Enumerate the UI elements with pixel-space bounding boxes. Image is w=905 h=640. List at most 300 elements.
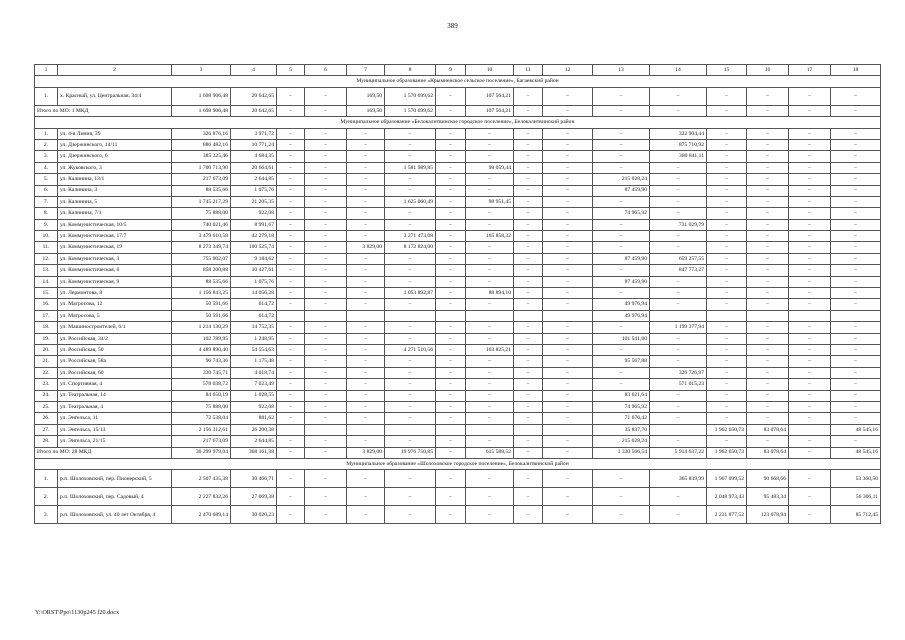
table-cell: – [747, 344, 789, 355]
table-cell: – [305, 344, 347, 355]
table-cell: – [277, 401, 305, 412]
table-cell: – [305, 196, 347, 207]
table-cell: – [747, 379, 789, 390]
table-cell: – [747, 174, 789, 185]
table-cell: 14 752,35 [231, 322, 277, 333]
table-cell: – [831, 413, 881, 424]
table-cell: – [789, 447, 831, 458]
table-cell: – [347, 139, 385, 150]
table-cell: ул. Российская, 50 [58, 344, 172, 355]
table-cell: р.п. Шолоховский, ул. 40 лет Октября, 4 [58, 506, 172, 524]
table-cell: – [305, 436, 347, 447]
table-cell: – [436, 333, 466, 344]
table-cell: – [466, 174, 514, 185]
table-cell: 50 591,66 [172, 310, 231, 321]
table-cell: 5 914 637,22 [650, 447, 707, 458]
table-cell: – [436, 105, 466, 116]
table-cell: – [466, 185, 514, 196]
table-cell: 614,72 [231, 299, 277, 310]
table-cell: – [466, 242, 514, 253]
table-cell: 90 668,66 [747, 470, 789, 488]
table-cell: – [543, 367, 593, 378]
header-cell: 6 [305, 65, 347, 76]
table-cell: ул. Дзержинского, 6 [58, 151, 172, 162]
table-cell: – [593, 231, 650, 242]
table-cell: – [347, 231, 385, 242]
table-cell: 1. [35, 470, 58, 488]
table-cell: – [277, 253, 305, 264]
table-cell: – [593, 322, 650, 333]
table-cell: 88 535,66 [172, 185, 231, 196]
table-cell: – [831, 299, 881, 310]
table-cell: – [543, 288, 593, 299]
table-cell: – [385, 185, 436, 196]
table-cell: – [747, 276, 789, 287]
table-cell: – [514, 322, 543, 333]
table-cell: ул. Калинина, 5 [58, 196, 172, 207]
table-cell: – [385, 506, 436, 524]
table-cell: – [747, 185, 789, 196]
table-cell: – [831, 276, 881, 287]
table-cell: – [305, 219, 347, 230]
table-cell: – [747, 231, 789, 242]
table-cell: 1. [35, 128, 58, 139]
table-cell: – [347, 196, 385, 207]
table-cell: – [305, 231, 347, 242]
table-cell: – [514, 265, 543, 276]
table-cell: 28. [35, 436, 58, 447]
table-cell: ул. Калинина, 13/1 [58, 174, 172, 185]
table-cell: 42 279,18 [231, 231, 277, 242]
header-cell: 7 [347, 65, 385, 76]
table-cell: – [747, 128, 789, 139]
table-cell: – [543, 333, 593, 344]
table-cell: – [466, 265, 514, 276]
table-cell: 3 829,00 [347, 242, 385, 253]
table-cell: – [650, 276, 707, 287]
table-cell: 83 078,64 [747, 447, 789, 458]
table-cell: – [466, 299, 514, 310]
table-row [35, 276, 881, 287]
header-cell: 14 [650, 65, 707, 76]
table-row [35, 322, 881, 333]
table-cell: 1 330 566,54 [593, 447, 650, 458]
table-cell: – [650, 87, 707, 105]
table-cell: – [305, 401, 347, 412]
table-cell: 95 567,88 [593, 356, 650, 367]
table-cell: – [650, 401, 707, 412]
table-cell [305, 424, 347, 435]
table-cell: – [514, 356, 543, 367]
table-cell: – [436, 185, 466, 196]
table-cell: – [385, 208, 436, 219]
table-cell: 922,08 [231, 208, 277, 219]
table-cell: 385 325,46 [172, 151, 231, 162]
table-cell: – [347, 390, 385, 401]
section-title: Муниципальное образование «Белокалитвинское городское поселение», Белокалитвинский район [35, 117, 881, 128]
table-cell: – [466, 413, 514, 424]
table-cell: – [514, 333, 543, 344]
table-cell: 12. [35, 253, 58, 264]
table-cell: 48 545,16 [831, 424, 881, 435]
table-cell: – [305, 139, 347, 150]
table-cell: 48 545,16 [831, 447, 881, 458]
table-row [35, 436, 881, 447]
table-cell: 755 902,07 [172, 253, 231, 264]
table-cell: – [707, 87, 747, 105]
table-cell: – [277, 174, 305, 185]
table-cell: – [650, 356, 707, 367]
table-cell: – [347, 413, 385, 424]
table-cell: – [466, 322, 514, 333]
table-cell: 2 227 832,26 [172, 488, 231, 506]
table-cell: – [347, 151, 385, 162]
table-cell: – [347, 299, 385, 310]
table-cell: – [707, 344, 747, 355]
table-row [35, 87, 881, 105]
table-cell: – [385, 401, 436, 412]
table-cell: – [789, 219, 831, 230]
table-cell [831, 310, 881, 321]
table-cell: 1 570 699,62 [385, 105, 436, 116]
table-cell: – [543, 488, 593, 506]
table-cell [789, 310, 831, 321]
table-cell: 98 059,44 [466, 162, 514, 173]
table-cell: – [650, 344, 707, 355]
table-cell: 217 673,09 [172, 436, 231, 447]
header-cell: 9 [436, 65, 466, 76]
table-cell: – [436, 231, 466, 242]
table-cell: 25. [35, 401, 58, 412]
table-cell: ул. Театральная, 4 [58, 401, 172, 412]
table-cell: ул. Калинина, 3 [58, 185, 172, 196]
table-cell: – [347, 174, 385, 185]
table-cell: – [650, 185, 707, 196]
header-cell: 10 [466, 65, 514, 76]
table-cell: – [707, 128, 747, 139]
table-cell: – [347, 436, 385, 447]
table-cell: 3 829,00 [347, 447, 385, 458]
table-cell: – [789, 162, 831, 173]
table-cell: 4 489 890,40 [172, 344, 231, 355]
table-cell: 1 028,55 [231, 390, 277, 401]
table-cell: 24. [35, 390, 58, 401]
table-cell: р.п. Шолоховский, пер. Пионерский, 5 [58, 470, 172, 488]
table-cell: – [277, 208, 305, 219]
table-cell: 578 038,72 [172, 379, 231, 390]
table-cell: – [466, 488, 514, 506]
table-cell: – [514, 185, 543, 196]
table-cell: – [707, 185, 747, 196]
table-cell: – [789, 436, 831, 447]
table-cell: – [789, 401, 831, 412]
table-cell: 88 894,10 [466, 288, 514, 299]
table-cell: – [650, 390, 707, 401]
table-cell: – [650, 333, 707, 344]
table-cell: – [347, 208, 385, 219]
table-cell: – [277, 470, 305, 488]
total-row [35, 447, 881, 458]
total-label: Итого по МО: 1 МКД [35, 105, 172, 116]
table-cell: – [277, 87, 305, 105]
table-cell: – [277, 288, 305, 299]
table-cell: – [789, 242, 831, 253]
table-cell: – [593, 506, 650, 524]
table-cell: 6. [35, 185, 58, 196]
table-cell: 858 200,88 [172, 265, 231, 276]
header-cell: 12 [543, 65, 593, 76]
table-cell: 9 184,62 [231, 253, 277, 264]
table-cell: – [305, 506, 347, 524]
table-cell: 11. [35, 242, 58, 253]
table-cell [707, 310, 747, 321]
table-cell: 87 459,90 [593, 276, 650, 287]
table-row [35, 299, 881, 310]
table-cell: – [385, 253, 436, 264]
table-cell: ул. Матросова, 12 [58, 299, 172, 310]
table-cell [277, 424, 305, 435]
table-cell: – [789, 413, 831, 424]
header-cell: 13 [593, 65, 650, 76]
table-row [35, 162, 881, 173]
table-row [35, 401, 881, 412]
table-cell: – [436, 436, 466, 447]
table-cell: – [514, 436, 543, 447]
table-cell: – [347, 185, 385, 196]
table-cell: 19. [35, 333, 58, 344]
table-cell: – [436, 447, 466, 458]
table-cell: – [831, 436, 881, 447]
table-cell: – [305, 322, 347, 333]
table-cell: 100 525,74 [231, 242, 277, 253]
table-row [35, 231, 881, 242]
table-cell: 21. [35, 356, 58, 367]
table-cell: 49 976,94 [593, 310, 650, 321]
table-cell: 380 841,11 [650, 151, 707, 162]
table-cell: 740 021,46 [172, 219, 231, 230]
table-cell: – [385, 356, 436, 367]
table-cell: ул. Коммунистическая, 6 [58, 265, 172, 276]
table-cell: – [707, 151, 747, 162]
table-row [35, 242, 881, 253]
table-cell: – [277, 367, 305, 378]
table-cell: – [650, 208, 707, 219]
table-cell: 123 078,94 [747, 506, 789, 524]
table-cell: – [543, 470, 593, 488]
table-cell: 14 056,28 [231, 288, 277, 299]
table-cell: ул. Машиностроителей, 6/1 [58, 322, 172, 333]
header-cell: 15 [707, 65, 747, 76]
table-cell: – [305, 288, 347, 299]
table-cell: 1 581 989,85 [385, 162, 436, 173]
table-cell: – [277, 162, 305, 173]
table-cell: 20. [35, 344, 58, 355]
table-row [35, 288, 881, 299]
table-cell: ул. Энгельса, 15/13 [58, 424, 172, 435]
table-cell: – [466, 253, 514, 264]
table-cell: – [385, 174, 436, 185]
table-cell: ул. Российская, 34/2 [58, 333, 172, 344]
table-cell: 3 479 610,58 [172, 231, 231, 242]
table-cell: 1 199 377,94 [650, 322, 707, 333]
table-cell: – [747, 367, 789, 378]
table-cell: – [277, 219, 305, 230]
table-cell: – [707, 174, 747, 185]
table-cell: – [747, 242, 789, 253]
table-cell: – [514, 488, 543, 506]
table-cell: – [466, 506, 514, 524]
table-cell: – [436, 322, 466, 333]
table-cell: – [543, 128, 593, 139]
header-cell: 2 [58, 65, 172, 76]
table-cell: 886 482,16 [172, 139, 231, 150]
table-cell: 2 470 689,14 [172, 506, 231, 524]
table-cell: х. Красный, ул. Центральная, 34/4 [58, 87, 172, 105]
table-cell: – [707, 299, 747, 310]
table-cell: – [347, 322, 385, 333]
table-cell: – [789, 196, 831, 207]
table-cell: 2 231 877,52 [707, 506, 747, 524]
table-cell: – [466, 367, 514, 378]
table-cell: 7. [35, 196, 58, 207]
table-cell [277, 310, 305, 321]
table-cell: – [385, 128, 436, 139]
table-cell: 107 564,21 [466, 87, 514, 105]
table-cell: ул. Коммунистическая, 9 [58, 276, 172, 287]
table-cell: 1. [35, 87, 58, 105]
table-cell: – [747, 265, 789, 276]
table-cell: – [436, 242, 466, 253]
table-cell [650, 424, 707, 435]
table-cell: – [514, 276, 543, 287]
table-cell: ул. Коммунистическая, 19 [58, 242, 172, 253]
table-cell: – [385, 390, 436, 401]
table-cell [385, 424, 436, 435]
table-cell: – [436, 219, 466, 230]
table-row [35, 128, 881, 139]
header-cell: 18 [831, 65, 881, 76]
table-cell: – [707, 288, 747, 299]
table-cell: 101 541,00 [593, 333, 650, 344]
table-cell: 5. [35, 174, 58, 185]
table-cell: 2 644,85 [231, 436, 277, 447]
table-cell: – [436, 162, 466, 173]
table-cell: – [277, 231, 305, 242]
table-cell: – [747, 322, 789, 333]
table-cell: – [543, 356, 593, 367]
table-cell: – [831, 162, 881, 173]
table-cell: – [385, 276, 436, 287]
table-cell: – [277, 447, 305, 458]
table-cell: 14. [35, 276, 58, 287]
table-cell: – [347, 288, 385, 299]
table-cell: – [789, 367, 831, 378]
table-cell: – [305, 208, 347, 219]
table-cell: – [436, 288, 466, 299]
table-cell: – [514, 151, 543, 162]
table-row [35, 310, 881, 321]
table-cell: – [831, 344, 881, 355]
table-cell: – [436, 151, 466, 162]
table-cell: ул. Дзержинского, 14/11 [58, 139, 172, 150]
table-cell: – [514, 253, 543, 264]
table-cell [543, 310, 593, 321]
table-cell [385, 310, 436, 321]
table-cell: – [650, 231, 707, 242]
table-row [35, 174, 881, 185]
table-cell: – [747, 333, 789, 344]
table-cell: – [789, 231, 831, 242]
table-cell: – [305, 390, 347, 401]
table-cell: – [466, 151, 514, 162]
table-cell: – [831, 219, 881, 230]
table-cell: 107 564,21 [466, 105, 514, 116]
table-cell: – [593, 105, 650, 116]
header-cell: 16 [747, 65, 789, 76]
table-cell: – [277, 105, 305, 116]
table-cell: 21 205,35 [231, 196, 277, 207]
table-cell: – [514, 390, 543, 401]
table-cell [305, 310, 347, 321]
table-cell: – [747, 208, 789, 219]
table-cell: – [347, 344, 385, 355]
table-cell: – [466, 139, 514, 150]
table-cell: – [385, 488, 436, 506]
table-row [35, 253, 881, 264]
table-cell: – [831, 401, 881, 412]
header-cell: 8 [385, 65, 436, 76]
table-cell: – [789, 208, 831, 219]
table-cell: 1 075,76 [231, 185, 277, 196]
table-cell: – [514, 208, 543, 219]
table-cell: – [436, 299, 466, 310]
table-cell: 87 459,90 [593, 253, 650, 264]
table-cell: 614,72 [231, 310, 277, 321]
table-cell: 74 965,92 [593, 208, 650, 219]
table-cell: – [385, 413, 436, 424]
table-cell: – [385, 367, 436, 378]
table-cell: 10 771,24 [231, 139, 277, 150]
table-cell: – [514, 87, 543, 105]
table-cell: – [305, 253, 347, 264]
section-title-row [35, 76, 881, 87]
table-row [35, 390, 881, 401]
table-cell: – [747, 436, 789, 447]
table-cell: 83 621,64 [593, 390, 650, 401]
table-cell: 19 976 750,85 [385, 447, 436, 458]
table-cell: – [650, 413, 707, 424]
table-row [35, 379, 881, 390]
section-title: Муниципальное образование «Шолоховское городское поселение», Белокалитвинский район [35, 458, 881, 469]
table-cell: 10 427,61 [231, 265, 277, 276]
table-cell [436, 424, 466, 435]
table-cell: 72 538,04 [172, 413, 231, 424]
table-row [35, 356, 881, 367]
table-body [35, 65, 881, 524]
table-cell: 4. [35, 162, 58, 173]
table-cell: – [593, 470, 650, 488]
table-cell: 330 745,71 [172, 367, 231, 378]
table-cell: – [305, 242, 347, 253]
table-cell: – [436, 367, 466, 378]
table-cell: ул. Российская, 60 [58, 367, 172, 378]
table-cell: – [543, 379, 593, 390]
table-cell: 215 028,24 [593, 174, 650, 185]
table-cell: – [305, 379, 347, 390]
table-cell: 1 698 906,48 [172, 87, 231, 105]
table-cell: 83 078,64 [747, 424, 789, 435]
table-cell: ул. Театральная, 14 [58, 390, 172, 401]
